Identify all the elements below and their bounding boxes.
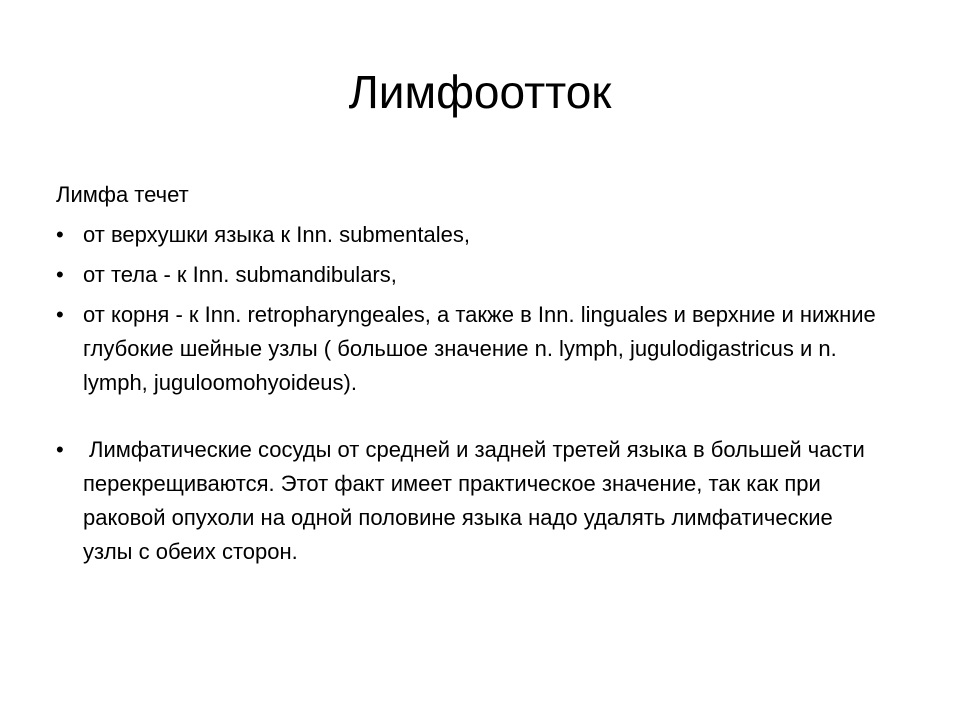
slide-title: Лимфоотток [348, 66, 612, 118]
list-item [56, 298, 876, 400]
bullet-icon: • [56, 262, 64, 287]
list-item [56, 433, 876, 569]
bullet-icon: • [56, 302, 64, 327]
bullet-icon: • [56, 437, 64, 462]
list-item [56, 258, 876, 292]
list-item-text: от верхушки языка к Inn. submentales, [83, 222, 470, 247]
bullet-icon: • [56, 222, 64, 247]
list-item [56, 218, 876, 252]
list-item-text: Лимфатические сосуды от средней и задней третей языка в большей части перекрещиваются. Этот факт имеет практическое значение, так как при раковой опухоли на одной половине языка надо удалять лимфатические узлы с обеих сторон. [83, 437, 865, 564]
list-item-text: от корня - к Inn. retropharyngeales, а также в Inn. linguales и верхние и нижние глубокие шейные узлы ( большое значение n. lymph, jugulodigastricus и n. lymph, juguloomohyoideus). [83, 302, 876, 395]
intro-text: Лимфа течет [56, 182, 189, 207]
list-item-text: от тела - к Inn. submandibulars, [83, 262, 397, 287]
bullet-list [56, 218, 876, 575]
